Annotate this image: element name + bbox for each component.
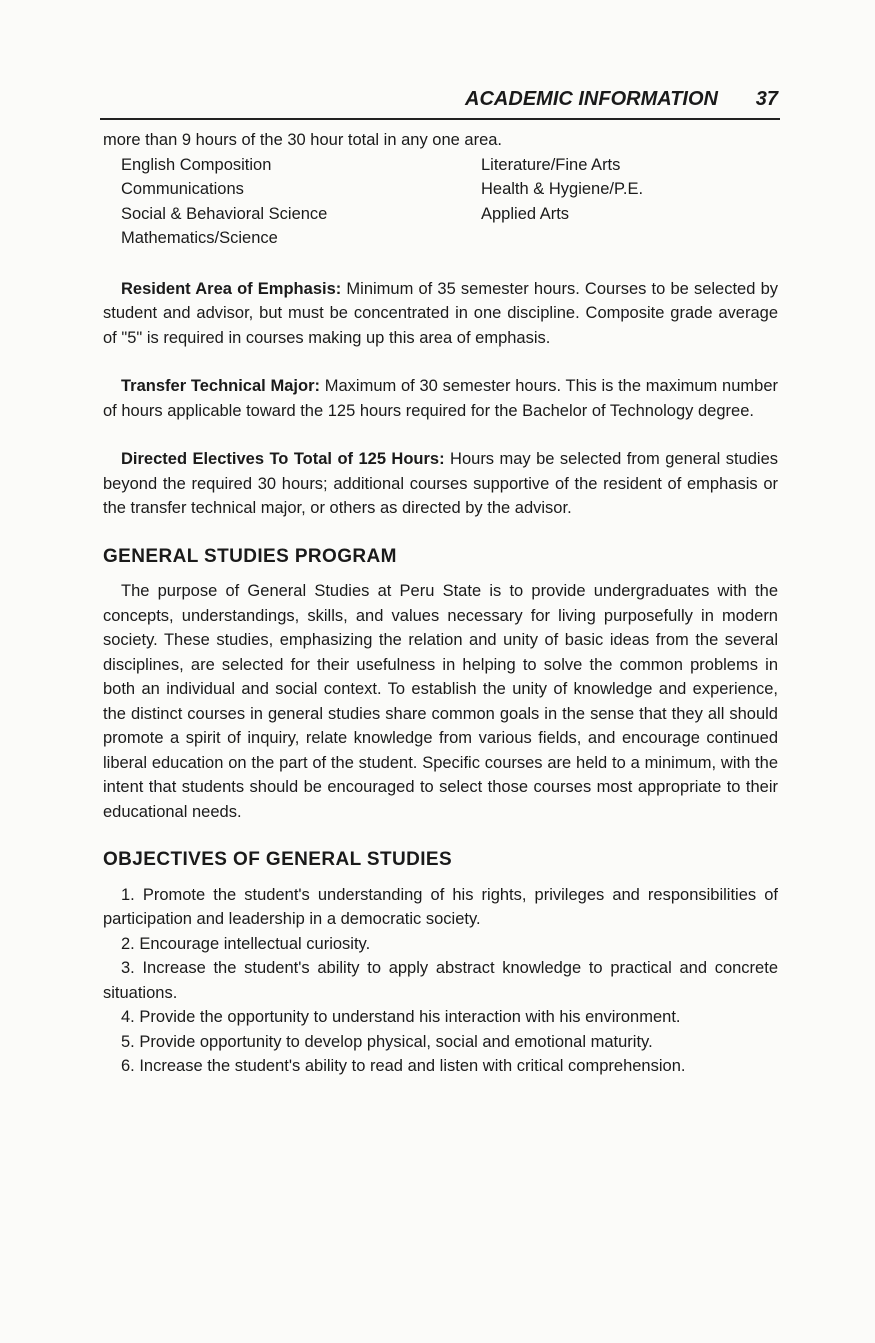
page-body <box>103 128 778 1079</box>
resident-area-label: Resident Area of Emphasis: <box>121 279 342 298</box>
objective-item: 2. Encourage intellectual curiosity. <box>121 934 371 953</box>
header-title: ACADEMIC INFORMATION <box>465 88 718 110</box>
area-item: Health & Hygiene/P.E. <box>481 180 644 198</box>
area-item: Applied Arts <box>481 204 570 223</box>
transfer-major-label: Transfer Technical Major: <box>121 377 320 395</box>
general-studies-heading: GENERAL STUDIES PROGRAM <box>103 545 397 567</box>
directed-electives-text: Hours may be selected from general studies beyond the required 30 hours; additional courses supportive of the resident of emphasis or the transfer technical major, or others as directed by the advisor. <box>103 450 778 517</box>
area-item: English Composition <box>121 155 272 174</box>
objectives-heading: OBJECTIVES OF GENERAL STUDIES <box>103 849 453 870</box>
intro-line: more than 9 hours of the 30 hour total in any one area. <box>103 131 503 149</box>
objective-item: 1. Promote the student's understanding of his rights, privileges and responsibilities of participation and leadership in a democratic society. <box>103 885 778 928</box>
objective-item: 5. Provide opportunity to develop physical, social and emotional maturity. <box>121 1032 653 1051</box>
area-item: Communications <box>121 180 244 198</box>
area-item: Mathematics/Science <box>121 229 278 247</box>
objective-item: 4. Provide the opportunity to understand his interaction with his environment. <box>121 1008 681 1026</box>
page-number: 37 <box>755 88 778 110</box>
objective-item: 3. Increase the student's ability to apply abstract knowledge to practical and concrete situations. <box>103 959 778 1002</box>
transfer-major-text: Maximum of 30 semester hours. This is the maximum number of hours applicable toward the 125 hours required for the Bachelor of Technology degree. <box>103 377 778 420</box>
areas-list <box>103 153 778 251</box>
resident-area-text: Minimum of 35 semester hours. Courses to be selected by student and advisor, but must be concentrated in one discipline. Composite grade average of "5" is required in courses making up this area of emphasis. <box>103 279 778 347</box>
resident-area-paragraph <box>103 277 778 351</box>
directed-electives-paragraph <box>103 447 778 521</box>
running-header <box>100 88 780 120</box>
area-item: Literature/Fine Arts <box>481 155 621 174</box>
general-studies-text: The purpose of General Studies at Peru State is to provide undergraduates with the concepts, understandings, skills, and values necessary for living purposefully in modern society. These studies, emphasizing the relation and unity of basic ideas from the several disciplines, are selected for their usefulness in helping to solve the common problems in both an individual and social context. To establish the unity of knowledge and experience, the distinct courses in general studies share common goals in the sense that they all should promote a spirit of inquiry, relate knowledge from various fields, and encourage continued liberal education on the part of the student. Specific courses are held to a minimum, with the intent that students should be encouraged to select those courses most appropriate to their educational needs. <box>103 582 778 821</box>
directed-electives-label: Directed Electives To Total of 125 Hours: <box>121 450 445 468</box>
objective-item: 6. Increase the student's ability to read and listen with critical comprehension. <box>121 1057 686 1075</box>
transfer-major-paragraph <box>103 374 778 423</box>
area-item: Social & Behavioral Science <box>121 204 328 223</box>
